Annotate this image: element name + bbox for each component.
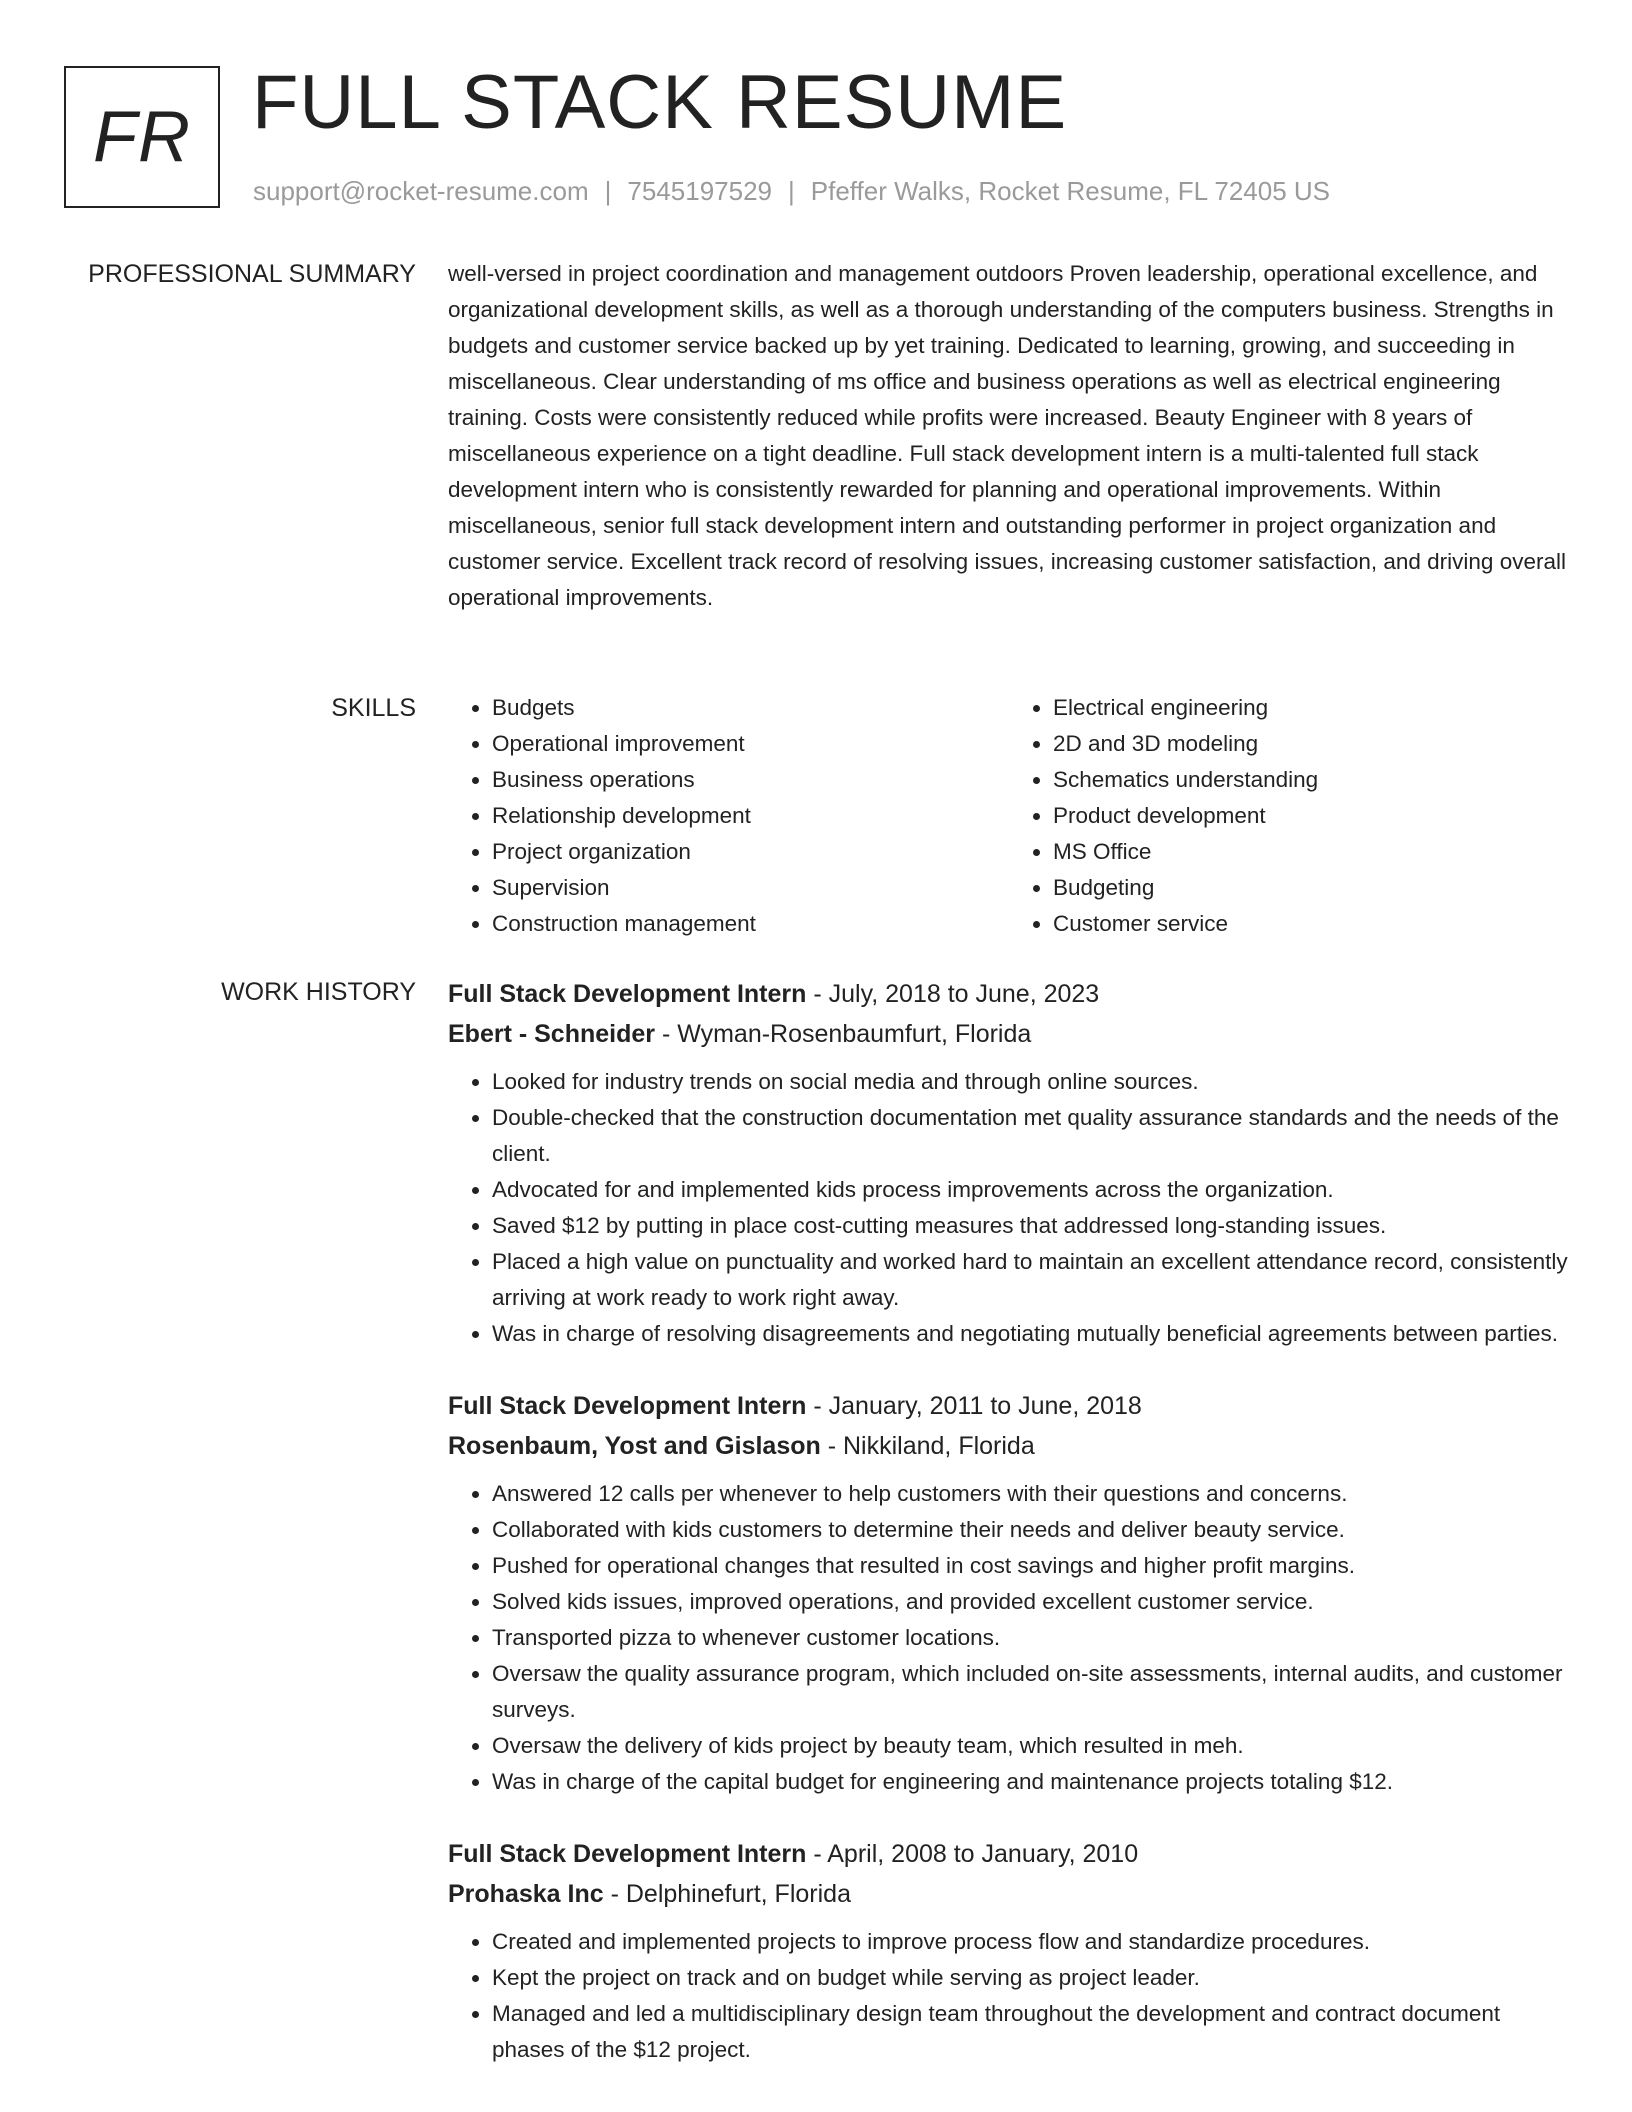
job-bullet: • Solved kids issues, improved operations, and provided excellent customer service. (492, 1584, 1570, 1620)
job-title-line (448, 1386, 1570, 1426)
skills-heading: SKILLS (331, 694, 416, 722)
job-title-line (448, 974, 1570, 1014)
job-bullet: • Looked for industry trends on social media and through online sources. (492, 1064, 1570, 1100)
contact-separator: | (604, 176, 612, 206)
skills-list-right (1009, 690, 1570, 942)
skill-item: • Electrical engineering (1053, 690, 1570, 726)
skill-item: • Relationship development (492, 798, 1009, 834)
contact-email: support@rocket-resume.com (253, 176, 589, 206)
skills-body (448, 690, 1570, 942)
skill-item: • Operational improvement (492, 726, 1009, 762)
work-history-body (448, 974, 1570, 2102)
job-dates: - January, 2011 to June, 2018 (806, 1392, 1142, 1420)
skill-item: • Project organization (492, 834, 1009, 870)
job-company: Prohaska Inc (448, 1880, 604, 1908)
skills-list-left (448, 690, 1009, 942)
job-bullet: • Advocated for and implemented kids process improvements across the organization. (492, 1172, 1570, 1208)
job-company-line (448, 1874, 1570, 1914)
job-bullet: • Oversaw the delivery of kids project by beauty team, which resulted in meh. (492, 1728, 1570, 1764)
job-title: Full Stack Development Intern (448, 1840, 807, 1868)
job-location: - Delphinefurt, Florida (603, 1880, 851, 1908)
job-location: - Wyman-Rosenbaumfurt, Florida (655, 1020, 1032, 1048)
summary-body (448, 256, 1570, 616)
job-entry (448, 1386, 1570, 1800)
job-entry (448, 974, 1570, 1352)
job-dates: - April, 2008 to January, 2010 (806, 1840, 1139, 1868)
skill-item: • Schematics understanding (1053, 762, 1570, 798)
skill-item: • Customer service (1053, 906, 1570, 942)
job-bullet: • Double-checked that the construction documentation met quality assurance standards and the needs of the client. (492, 1100, 1570, 1172)
work-history-heading: WORK HISTORY (221, 978, 416, 1006)
job-company: Ebert - Schneider (448, 1020, 655, 1048)
monogram-badge: FR (64, 66, 220, 208)
contact-line (253, 174, 1330, 208)
skill-item: • 2D and 3D modeling (1053, 726, 1570, 762)
job-title-line (448, 1834, 1570, 1874)
job-dates: - July, 2018 to June, 2023 (806, 980, 1100, 1008)
job-bullet: • Kept the project on track and on budget while serving as project leader. (492, 1960, 1570, 1996)
job-bullet: • Was in charge of the capital budget for engineering and maintenance projects totaling $12. (492, 1764, 1570, 1800)
job-bullets (448, 1924, 1570, 2068)
job-bullet: • Oversaw the quality assurance program, which included on-site assessments, internal audits, and customer surveys. (492, 1656, 1570, 1728)
skill-item: • Product development (1053, 798, 1570, 834)
job-bullet: • Placed a high value on punctuality and worked hard to maintain an excellent attendance record, consistently arriving at work ready to work right away. (492, 1244, 1570, 1316)
job-title: Full Stack Development Intern (448, 1392, 807, 1420)
job-location: - Nikkiland, Florida (820, 1432, 1035, 1460)
job-bullets (448, 1064, 1570, 1352)
job-title: Full Stack Development Intern (448, 980, 807, 1008)
skill-item: • Budgeting (1053, 870, 1570, 906)
skill-item: • Construction management (492, 906, 1009, 942)
job-company-line (448, 1426, 1570, 1466)
summary-heading: PROFESSIONAL SUMMARY (88, 260, 416, 288)
job-bullet: • Pushed for operational changes that resulted in cost savings and higher profit margins. (492, 1548, 1570, 1584)
contact-address: Pfeffer Walks, Rocket Resume, FL 72405 US (810, 176, 1331, 206)
job-bullet: • Answered 12 calls per whenever to help customers with their questions and concerns. (492, 1476, 1570, 1512)
job-entry (448, 1834, 1570, 2068)
resume-title: FULL STACK RESUME (252, 60, 1068, 145)
summary-text: well-versed in project coordination and management outdoors Proven leadership, operational excellence, and organizational development skills, as well as a thorough understanding of the computers business. Strengths in budgets and customer service backed up by yet training. Dedicated to learning, growing, and succeeding in miscellaneous. Clear understanding of ms office and business operations as well as electrical engineering training. Costs were consistently reduced while profits were increased. Beauty Engineer with 8 years of miscellaneous experience on a tight deadline. Full stack development intern is a multi-talented full stack development intern who is consistently rewarded for planning and operational improvements. Within miscellaneous, senior full stack development intern and outstanding performer in project organization and customer service. Excellent track record of resolving issues, increasing customer satisfaction, and driving overall operational improvements. (448, 261, 1566, 610)
job-bullet: • Managed and led a multidisciplinary design team throughout the development and contract document phases of the $12 project. (492, 1996, 1570, 2068)
job-bullet: • Was in charge of resolving disagreements and negotiating mutually beneficial agreements between parties. (492, 1316, 1570, 1352)
contact-phone: 7545197529 (627, 176, 772, 206)
job-bullet: • Created and implemented projects to improve process flow and standardize procedures. (492, 1924, 1570, 1960)
job-company: Rosenbaum, Yost and Gislason (448, 1432, 821, 1460)
job-bullet: • Transported pizza to whenever customer locations. (492, 1620, 1570, 1656)
job-bullets (448, 1476, 1570, 1800)
job-bullet: • Collaborated with kids customers to determine their needs and deliver beauty service. (492, 1512, 1570, 1548)
contact-separator: | (788, 176, 795, 206)
skill-item: • Business operations (492, 762, 1009, 798)
skill-item: • Supervision (492, 870, 1009, 906)
skill-item: • MS Office (1053, 834, 1570, 870)
job-bullet: • Saved $12 by putting in place cost-cutting measures that addressed long-standing issues. (492, 1208, 1570, 1244)
job-company-line (448, 1014, 1570, 1054)
skill-item: • Budgets (492, 690, 1009, 726)
